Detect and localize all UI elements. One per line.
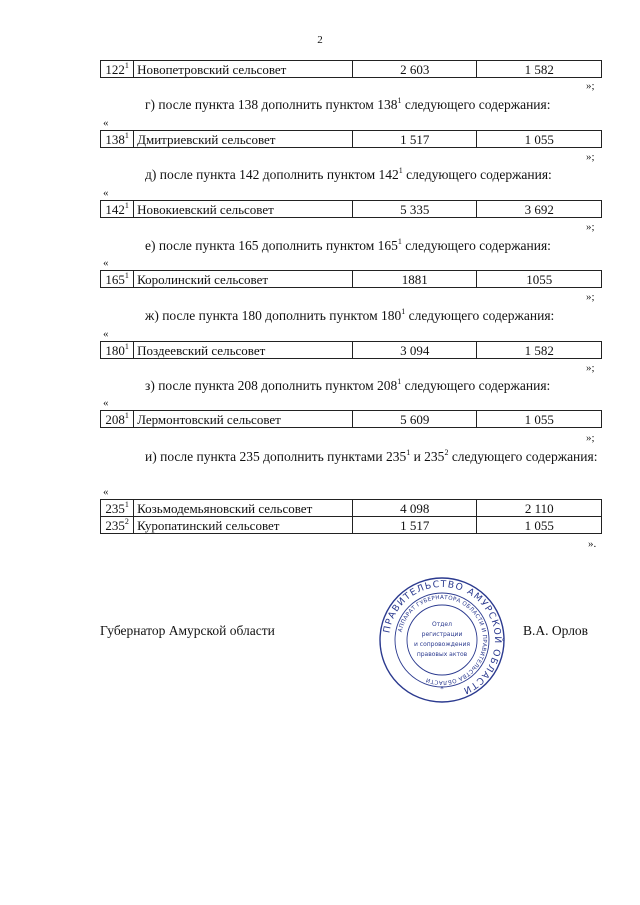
item-value-b: 3 692 bbox=[477, 201, 602, 218]
item-value-a: 3 094 bbox=[352, 342, 476, 359]
item-name: Новокиевский сельсовет bbox=[134, 201, 353, 218]
item-value-a: 4 098 bbox=[352, 500, 476, 517]
item-value-a: 5 609 bbox=[352, 411, 476, 428]
opening-quote: « bbox=[103, 257, 109, 269]
seal-middle-text: АППАРАТ ГУБЕРНАТОРА ОБЛАСТИ И ПРАВИТЕЛЬСТВА ОБЛАСТИ bbox=[397, 594, 488, 686]
opening-quote: « bbox=[103, 117, 109, 129]
closing-quote-final: ». bbox=[588, 538, 597, 550]
item-value-b: 1 582 bbox=[477, 342, 602, 359]
table-row bbox=[101, 517, 602, 534]
seal-center-line: Отдел bbox=[432, 621, 452, 628]
table-row bbox=[101, 201, 602, 218]
table-row bbox=[101, 342, 602, 359]
paragraph-e: е) после пункта 165 дополнить пунктом $165^1$ следующего содержания: bbox=[145, 237, 551, 253]
signatory-name: В.А. Орлов bbox=[523, 623, 589, 638]
paragraph-d: д) после пункта 142 дополнить пунктом $142^1$ следующего содержания: bbox=[145, 166, 552, 182]
table-122-1 bbox=[100, 60, 602, 78]
page-number: 2 bbox=[317, 34, 323, 46]
item-value-a: 1 517 bbox=[352, 131, 476, 148]
signatory-position: Губернатор Амурской области bbox=[100, 623, 275, 638]
closing-quote: »; bbox=[586, 151, 595, 163]
item-number: $208^1$ bbox=[101, 411, 134, 428]
item-number: $142^1$ bbox=[101, 201, 134, 218]
item-name: Новопетровский сельсовет bbox=[134, 61, 353, 78]
opening-quote: « bbox=[103, 486, 109, 498]
item-value-b: 1 055 bbox=[477, 517, 602, 534]
seal-center-line: и сопровождения bbox=[413, 641, 471, 648]
closing-quote: »; bbox=[586, 362, 595, 374]
item-name: Королинский сельсовет bbox=[134, 271, 353, 288]
item-value-b: 2 110 bbox=[477, 500, 602, 517]
item-number: $122^1$ bbox=[101, 61, 134, 78]
closing-quote: »; bbox=[586, 80, 595, 92]
item-value-b: 1055 bbox=[477, 271, 602, 288]
table-row bbox=[101, 131, 602, 148]
table-row bbox=[101, 411, 602, 428]
item-value-b: 1 582 bbox=[477, 61, 602, 78]
table-235 bbox=[100, 499, 602, 534]
item-number: $165^1$ bbox=[101, 271, 134, 288]
table-row bbox=[101, 271, 602, 288]
table-138-1 bbox=[100, 130, 602, 148]
table-row bbox=[101, 500, 602, 517]
item-name: Козьмодемьяновский сельсовет bbox=[134, 500, 353, 517]
official-seal bbox=[378, 576, 506, 704]
paragraph-z: з) после пункта 208 дополнить пунктом $208^1$ следующего содержания: bbox=[145, 377, 551, 393]
closing-quote: »; bbox=[586, 291, 595, 303]
item-value-a: 1881 bbox=[352, 271, 476, 288]
item-number: $235^1$ bbox=[101, 500, 134, 517]
item-value-a: 1 517 bbox=[352, 517, 476, 534]
item-name: Куропатинский сельсовет bbox=[134, 517, 353, 534]
paragraph-g: г) после пункта 138 дополнить пунктом $138^1$ следующего содержания: bbox=[145, 96, 551, 112]
item-number: $138^1$ bbox=[101, 131, 134, 148]
item-number: $235^2$ bbox=[101, 517, 134, 534]
opening-quote: « bbox=[103, 397, 109, 409]
closing-quote: »; bbox=[586, 221, 595, 233]
seal-star-icon: * bbox=[440, 685, 444, 693]
item-value-b: 1 055 bbox=[477, 131, 602, 148]
table-180-1 bbox=[100, 341, 602, 359]
item-value-a: 2 603 bbox=[352, 61, 476, 78]
table-row bbox=[101, 61, 602, 78]
item-value-a: 5 335 bbox=[352, 201, 476, 218]
seal-center-line: регистрации bbox=[421, 631, 463, 638]
table-142-1 bbox=[100, 200, 602, 218]
table-165-1 bbox=[100, 270, 602, 288]
closing-quote: »; bbox=[586, 432, 595, 444]
item-value-b: 1 055 bbox=[477, 411, 602, 428]
opening-quote: « bbox=[103, 187, 109, 199]
item-name: Дмитриевский сельсовет bbox=[134, 131, 353, 148]
seal-outer-text: ПРАВИТЕЛЬСТВО АМУРСКОЙ ОБЛАСТИ bbox=[381, 578, 504, 697]
paragraph-i: и) после пункта 235 дополнить пунктами $235^1$ и $235^2$ следующего содержания: bbox=[145, 448, 598, 464]
paragraph-zh: ж) после пункта 180 дополнить пунктом $180^1$ следующего содержания: bbox=[145, 307, 555, 323]
seal-center-line: правовых актов bbox=[416, 651, 468, 658]
item-name: Лермонтовский сельсовет bbox=[134, 411, 353, 428]
item-name: Поздеевский сельсовет bbox=[134, 342, 353, 359]
item-number: $180^1$ bbox=[101, 342, 134, 359]
table-208-1 bbox=[100, 410, 602, 428]
opening-quote: « bbox=[103, 328, 109, 340]
